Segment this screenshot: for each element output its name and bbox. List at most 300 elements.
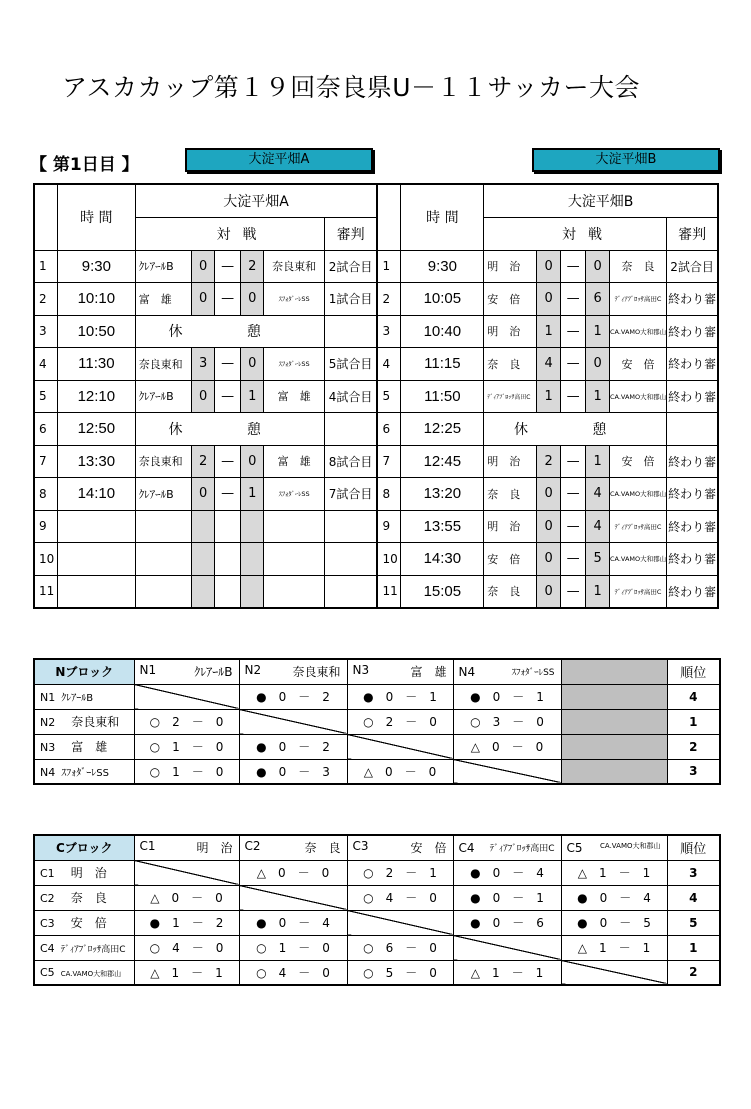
home-team [135,510,191,543]
col-team: 明 治 [196,841,233,856]
match-time [58,510,136,543]
rank-header: 順位 [667,659,720,684]
referee: 2試合目 [667,250,718,283]
referee: 終わり審 [667,478,718,511]
col-code: N3 [352,663,370,678]
diagonal-cell [239,885,347,910]
block-col-header [239,835,347,860]
referee [324,510,377,543]
result-cell: ○ 5 － 0 [347,960,453,985]
row-team [34,759,134,784]
match-no: 2 [34,283,58,316]
block-row [34,684,720,709]
referee: 終わり審 [667,543,718,576]
match-no: 9 [377,510,401,543]
result-cell: △ 0 － 0 [239,860,347,885]
day-label: 【 第1日目 】 [30,155,139,175]
home-score: 2 [191,445,215,478]
match-no: 11 [34,575,58,608]
schedule-row [34,575,718,608]
rest-label: 休 憩 [135,413,324,446]
referee [324,413,377,446]
diagonal-cell [134,860,239,885]
away-score: 1 [586,445,610,478]
away-score: 6 [586,283,610,316]
block-col-header [239,659,347,684]
referee: 2試合目 [324,250,377,283]
col-code: C1 [139,839,156,854]
row-name: ｽﾌｫﾀﾞｰﾚSS [61,767,109,779]
away-score [240,575,264,608]
away-team: ﾃﾞｨｱﾌﾞﾛｯｻ高田C [609,283,666,316]
rest-label: 休 憩 [135,315,324,348]
col-team: ﾃﾞｨｱﾌﾞﾛｯｻ高田C [489,843,555,854]
header-sen-b: 戦 [586,217,667,250]
block-col-header [134,659,239,684]
schedule-row [34,315,718,348]
col-team: 安 倍 [410,841,447,856]
header-field-b: 大淀平畑B [484,184,718,217]
away-score: 1 [586,315,610,348]
result-cell: ● 0 － 2 [239,684,347,709]
col-code: N1 [139,663,157,678]
match-no: 2 [377,283,401,316]
rest-label: 休 憩 [484,413,667,446]
score-dash: — [560,575,586,608]
diagonal-cell [453,935,561,960]
block-col-header [347,659,453,684]
row-code: N3 [40,741,56,754]
row-team [34,684,134,709]
away-score [240,510,264,543]
match-time: 10:50 [58,315,136,348]
field-a-label: 大淀平畑A [185,148,373,172]
col-team: CA.VAMO大和郡山 [600,841,661,850]
match-no: 5 [377,380,401,413]
schedule-row [34,413,718,446]
schedule-row [34,510,718,543]
schedule-row [34,478,718,511]
match-time [58,543,136,576]
page-title: アスカカップ第１９回奈良県U－１１サッカー大会 [62,73,641,102]
match-time: 9:30 [401,250,484,283]
away-team: ｽﾌｫﾀﾞｰﾚSS [264,478,324,511]
referee: 終わり審 [667,315,718,348]
rank-value: 4 [667,885,720,910]
home-team: 安 倍 [484,543,537,576]
away-team [264,575,324,608]
row-team [34,885,134,910]
away-team [264,510,324,543]
gray-spacer [561,759,667,784]
gray-spacer [561,734,667,759]
block-row [34,860,720,885]
home-team: ﾃﾞｨｱﾌﾞﾛｯｻ高田C [484,380,537,413]
row-name: 富 雄 [71,740,108,754]
result-cell: ● 0 － 3 [239,759,347,784]
match-time [58,575,136,608]
result-cell: △ 1 － 1 [561,935,667,960]
away-score: 0 [586,348,610,381]
row-team [34,734,134,759]
match-time: 11:30 [58,348,136,381]
result-cell: ● 0 － 2 [239,734,347,759]
home-team [135,575,191,608]
home-team: 安 倍 [484,283,537,316]
home-score: 0 [537,283,561,316]
result-cell: ● 0 － 1 [453,885,561,910]
result-cell: ○ 4 － 0 [347,885,453,910]
home-score: 0 [191,283,215,316]
row-code: C4 [40,941,55,955]
match-time: 12:25 [401,413,484,446]
diagonal-cell [453,759,561,784]
match-time: 14:30 [401,543,484,576]
home-team: 奈 良 [484,348,537,381]
home-score: 4 [537,348,561,381]
home-score: 2 [537,445,561,478]
result-cell: ● 0 － 5 [561,910,667,935]
block-row [34,734,720,759]
block-col-header [453,835,561,860]
rank-value: 3 [667,759,720,784]
block-col-header [134,835,239,860]
schedule-table [33,183,719,609]
match-time: 13:55 [401,510,484,543]
schedule-row [34,283,718,316]
home-team: 明 治 [484,250,537,283]
away-score: 4 [586,510,610,543]
match-time: 9:30 [58,250,136,283]
away-team: ｽﾌｫﾀﾞｰﾚSS [264,283,324,316]
row-team [34,709,134,734]
score-dash: — [560,283,586,316]
result-cell: ○ 2 － 1 [347,860,453,885]
block-label: Cブロック [34,835,134,860]
c-block-table [33,834,721,986]
row-name: CA.VAMO大和郡山 [60,970,122,979]
match-no: 10 [377,543,401,576]
col-team: 富 雄 [410,665,447,680]
result-cell: ● 0 － 4 [561,885,667,910]
away-team: ﾃﾞｨｱﾌﾞﾛｯｻ高田C [609,510,666,543]
row-code: C3 [40,917,55,930]
away-score: 0 [240,348,264,381]
referee: 終わり審 [667,348,718,381]
gray-spacer [561,659,667,684]
match-time: 14:10 [58,478,136,511]
home-score: 0 [191,380,215,413]
schedule-row [34,543,718,576]
row-name: 奈良東和 [71,715,120,729]
score-dash: — [560,510,586,543]
match-no: 11 [377,575,401,608]
match-no: 9 [34,510,58,543]
match-no: 10 [34,543,58,576]
match-no: 7 [34,445,58,478]
block-col-header [561,835,667,860]
result-cell: △ 0 － 0 [347,759,453,784]
match-no: 8 [34,478,58,511]
away-score: 1 [240,478,264,511]
result-cell: ○ 1 － 0 [239,935,347,960]
block-col-header [347,835,453,860]
diagonal-cell [134,684,239,709]
away-score: 0 [586,250,610,283]
away-team: CA.VAMO大和郡山 [609,380,666,413]
away-team: CA.VAMO大和郡山 [609,543,666,576]
rank-value: 2 [667,734,720,759]
home-team: 奈 良 [484,575,537,608]
header-field-a: 大淀平畑A [135,184,377,217]
result-cell: △ 1 － 1 [134,960,239,985]
n-block-table [33,658,721,785]
rank-value: 2 [667,960,720,985]
referee: 終わり審 [667,445,718,478]
referee: 4試合目 [324,380,377,413]
col-code: C4 [458,840,475,855]
row-code: C2 [40,892,55,905]
referee: 終わり審 [667,510,718,543]
home-score [191,543,215,576]
header-vs-a: 対 [135,217,240,250]
match-time: 12:50 [58,413,136,446]
header-ref-a: 審判 [324,217,377,250]
referee: 7試合目 [324,478,377,511]
home-score: 0 [191,478,215,511]
col-team: ｸﾚｱｰﾙB [194,665,233,680]
row-name: 安 倍 [70,916,107,930]
result-cell: ○ 4 － 0 [239,960,347,985]
col-team: ｽﾌｫﾀﾞｰﾚSS [511,667,555,678]
block-row [34,960,720,985]
header-time-a: 時 間 [58,184,136,250]
away-score: 0 [240,445,264,478]
col-code: C3 [352,839,369,854]
match-time: 10:40 [401,315,484,348]
block-row [34,759,720,784]
row-code: C1 [40,867,55,880]
row-team [34,860,134,885]
match-time: 11:50 [401,380,484,413]
row-team [34,960,134,985]
gray-spacer [561,684,667,709]
match-time: 15:05 [401,575,484,608]
home-score: 0 [537,250,561,283]
result-cell: ● 0 － 1 [347,684,453,709]
col-code: C2 [244,839,261,854]
home-team: 明 治 [484,445,537,478]
away-score [240,543,264,576]
away-score: 1 [240,380,264,413]
away-team: ｽﾌｫﾀﾞｰﾚSS [264,348,324,381]
match-time: 12:45 [401,445,484,478]
score-dash: — [560,445,586,478]
match-no: 4 [34,348,58,381]
header-no-b [377,184,401,250]
home-team: ｸﾚｱｰﾙB [135,478,191,511]
away-score: 0 [240,283,264,316]
home-team: 奈良東和 [135,445,191,478]
away-team: CA.VAMO大和郡山 [609,478,666,511]
block-label: Nブロック [34,659,134,684]
schedule-row [34,250,718,283]
result-cell: ● 0 － 1 [453,684,561,709]
result-cell: △ 0 － 0 [134,885,239,910]
referee [324,543,377,576]
match-time: 12:10 [58,380,136,413]
row-code: N1 [40,691,56,704]
diagonal-cell [239,709,347,734]
result-cell: ○ 1 － 0 [134,734,239,759]
diagonal-cell [347,910,453,935]
col-team: 奈良東和 [292,665,341,680]
rank-value: 1 [667,709,720,734]
match-no: 3 [377,315,401,348]
rank-value: 4 [667,684,720,709]
row-name: ｸﾚｱｰﾙB [61,693,94,704]
away-score: 1 [586,380,610,413]
header-time-b: 時 間 [401,184,484,250]
away-team: 安 倍 [609,348,666,381]
match-time: 10:10 [58,283,136,316]
home-team: ｸﾚｱｰﾙB [135,250,191,283]
home-team: 富 雄 [135,283,191,316]
score-dash: — [560,380,586,413]
match-no: 1 [34,250,58,283]
col-code: N4 [458,664,476,679]
result-cell: ● 0 － 4 [453,860,561,885]
row-name: 明 治 [70,866,107,880]
result-cell: ○ 2 － 0 [347,709,453,734]
match-time: 13:20 [401,478,484,511]
diagonal-cell [347,734,453,759]
result-cell: ○ 4 － 0 [134,935,239,960]
away-team: 富 雄 [264,380,324,413]
away-team: ﾃﾞｨｱﾌﾞﾛｯｻ高田C [609,575,666,608]
score-dash [215,575,241,608]
home-score: 1 [537,315,561,348]
away-team: 富 雄 [264,445,324,478]
col-team: 奈 良 [304,841,341,856]
match-time: 11:15 [401,348,484,381]
row-name: ﾃﾞｨｱﾌﾞﾛｯｻ高田C [60,944,126,955]
score-dash: — [215,283,241,316]
away-team: CA.VAMO大和郡山 [609,315,666,348]
referee: 終わり審 [667,380,718,413]
match-no: 6 [34,413,58,446]
home-score: 0 [191,250,215,283]
rank-value: 5 [667,910,720,935]
score-dash [215,510,241,543]
row-team [34,935,134,960]
score-dash: — [215,380,241,413]
home-team: 明 治 [484,510,537,543]
header-ref-b: 審判 [667,217,718,250]
schedule-row [34,348,718,381]
col-code: N2 [244,663,262,678]
referee [324,575,377,608]
schedule-row [34,380,718,413]
diagonal-cell [561,960,667,985]
match-no: 8 [377,478,401,511]
score-dash: — [215,478,241,511]
rank-value: 3 [667,860,720,885]
schedule-row [34,445,718,478]
match-time: 13:30 [58,445,136,478]
result-cell: △ 1 － 1 [453,960,561,985]
home-score: 1 [537,380,561,413]
match-no: 6 [377,413,401,446]
header-sen-a: 戦 [240,217,324,250]
rank-value: 1 [667,935,720,960]
score-dash: — [560,250,586,283]
result-cell: △ 1 － 1 [561,860,667,885]
block-row [34,885,720,910]
score-dash [215,543,241,576]
match-no: 5 [34,380,58,413]
home-score: 0 [537,510,561,543]
referee: 8試合目 [324,445,377,478]
away-score: 2 [240,250,264,283]
score-dash: — [215,348,241,381]
result-cell: ○ 1 － 0 [134,759,239,784]
away-score: 1 [586,575,610,608]
header-vs-b: 対 [484,217,586,250]
match-no: 7 [377,445,401,478]
block-row [34,935,720,960]
result-cell: ○ 2 － 0 [134,709,239,734]
referee: 終わり審 [667,575,718,608]
away-team: 奈良東和 [264,250,324,283]
result-cell: ● 0 － 4 [239,910,347,935]
away-team [264,543,324,576]
row-code: N4 [40,765,56,779]
home-team: 明 治 [484,315,537,348]
block-col-header [453,659,561,684]
score-dash: — [560,543,586,576]
home-score: 3 [191,348,215,381]
referee: 1試合目 [324,283,377,316]
home-score [191,510,215,543]
score-dash: — [560,478,586,511]
away-score: 5 [586,543,610,576]
home-score [191,575,215,608]
block-row [34,910,720,935]
row-code: C5 [40,966,55,980]
score-dash: — [560,348,586,381]
result-cell: ● 1 － 2 [134,910,239,935]
row-team [34,910,134,935]
home-team: 奈 良 [484,478,537,511]
result-cell: ○ 6 － 0 [347,935,453,960]
gray-spacer [561,709,667,734]
referee [667,413,718,446]
match-no: 4 [377,348,401,381]
home-team: 奈良東和 [135,348,191,381]
away-team: 奈 良 [609,250,666,283]
result-cell: △ 0 － 0 [453,734,561,759]
home-score: 0 [537,575,561,608]
score-dash: — [215,445,241,478]
header-no-a [34,184,58,250]
referee: 終わり審 [667,283,718,316]
home-score: 0 [537,478,561,511]
result-cell: ○ 3 － 0 [453,709,561,734]
match-time: 10:05 [401,283,484,316]
row-name: 奈 良 [70,891,107,905]
score-dash: — [215,250,241,283]
